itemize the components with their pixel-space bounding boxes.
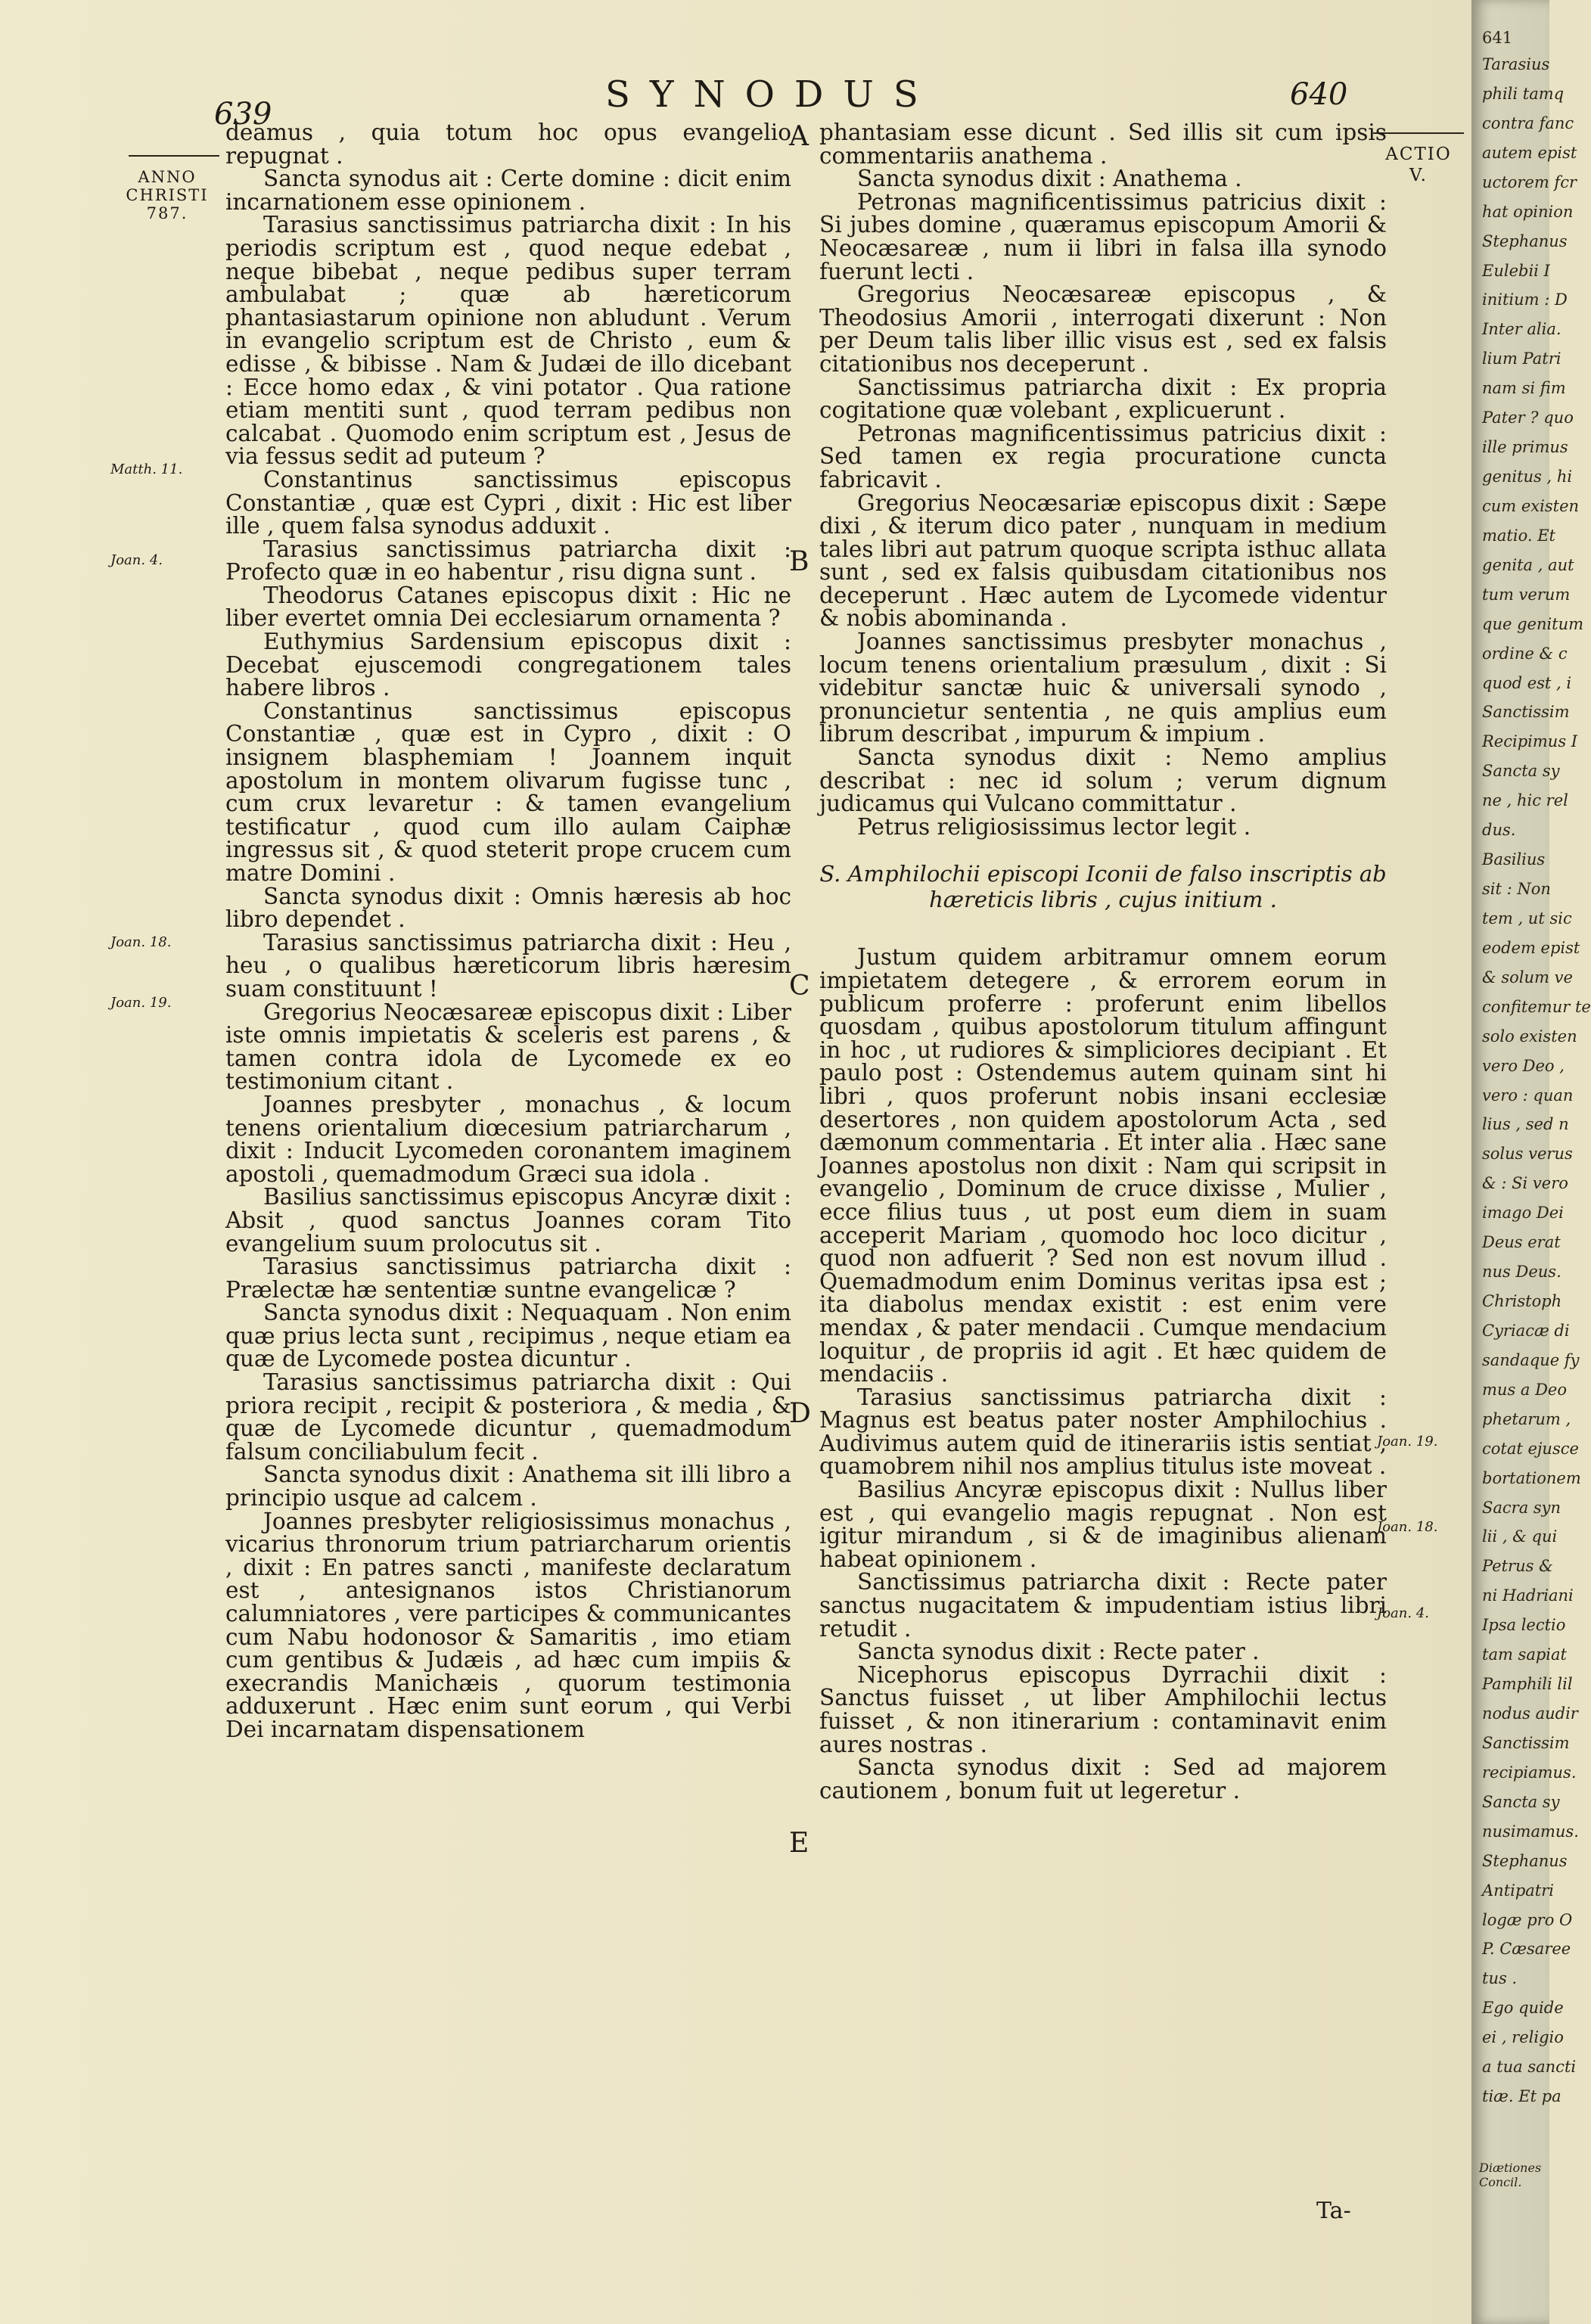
adjacent-page-line: lii , & qui xyxy=(1482,1527,1558,1546)
adjacent-page-line: solo existen xyxy=(1482,1027,1577,1045)
adjacent-page-line: tam sapiat xyxy=(1482,1645,1567,1664)
adjacent-page-line: lium Patri xyxy=(1482,350,1561,368)
paragraph: Justum quidem arbitramur omnem eorum impietatem detegere , & errorem eorum in publicum proferre : proferunt enim libellos quosdam , quibus apostolorum titulum affingunt in hoc , ut rudiores & simpliciores decipiant . Et paulo post : Ostendemus autem quinam sint hi libri , quos proferunt nobis insani ecclesiæ desertores , non quidem apostolorum Acta , sed dæmonum commentaria . Et inter alia . Hæc sane Joannes apostolus non dixit : Nam qui scripsit in evangelio , Dominum de cruce dixisse , Mulier , ecce filius tuus , ut post eum diem in suam acceperit Mariam , quomodo hoc loco dicitur , quod non adfuerit ? Sed non est novum illud . Quemadmodum enim Dominus veritas ipsa est ; ita diabolus mendax existit : est enim vere mendax , & pater mendacii . Cumque mendacium loquitur , de propriis id agit . Et hæc quidem de mendaciis . xyxy=(819,944,1387,1387)
adjacent-page-line: bortationem xyxy=(1482,1468,1581,1487)
adjacent-page-line: Christoph xyxy=(1482,1292,1562,1310)
adjacent-page-line: Sanctissim xyxy=(1482,1733,1570,1752)
adjacent-page-line: tem , ut sic xyxy=(1482,909,1572,927)
section-letter-e: E xyxy=(789,1828,809,1859)
adjacent-page-line: tum verum xyxy=(1482,585,1571,604)
adjacent-page-line: Deus erat xyxy=(1482,1233,1561,1252)
paragraph: Joannes presbyter religiosissimus monachus , vicarius thronorum trium patriarcharum orientis , dixit : En patres sancti , manifeste declaratum est , antesignanos istos Christianorum calumniatores , vere participes & communicantes cum Nabu hodonosor & Samaritis , imo etiam cum gentibus & Judæis , ad hæc cum impiis & execrandis Manichæis , quorum testimonia adduxerunt . Hæc enim sunt eorum , qui Verbi Dei incarnatam dispensationem xyxy=(225,1508,791,1742)
paragraph: Nicephorus episcopus Dyrrachii dixit : Sanctus fuisset , ut liber Amphilochii lectus fuisset , & non itinerarium : contaminavit enim aures nostras . xyxy=(819,1661,1387,1757)
paragraph: phantasiam esse dicunt . Sed illis sit cum ipsis commentariis anathema . xyxy=(819,120,1387,169)
adjacent-page-line: uctorem fcr xyxy=(1482,172,1577,191)
adjacent-page-line: Recipimus I xyxy=(1482,732,1578,751)
adjacent-page-line: cotat ejusce xyxy=(1482,1439,1579,1458)
paragraph: Joannes sanctissimus presbyter monachus , locum tenens orientalium præsulum , dixit : Si videbitur sanctæ huic & universali synodo , pronuncietur sententia , ne quis amplius eum librum describat , impurum & impium . xyxy=(819,629,1387,747)
adjacent-page-line: phili tamq xyxy=(1482,84,1565,103)
adjacent-page-line: quod est , i xyxy=(1482,673,1572,692)
running-title: SYNODUS xyxy=(605,73,938,116)
adjacent-page-line: dus. xyxy=(1482,821,1516,840)
adjacent-page-line: solus verus xyxy=(1482,1145,1573,1164)
margin-ref-joan-4-right: Joan. 4. xyxy=(1377,1605,1429,1621)
margin-ref-joan-18: Joan. 18. xyxy=(110,934,172,950)
paragraph: deamus , quia totum hoc opus evangelio repugnat . xyxy=(225,120,791,169)
margin-ref-joan-19: Joan. 19. xyxy=(110,995,172,1011)
paragraph: Basilius Ancyræ episcopus dixit : Nullus liber est , qui evangelio magis repugnat . Non est igitur mirandum , si & de imaginibus alienam habeat opinionem . xyxy=(819,1477,1387,1572)
margin-rule-left xyxy=(129,155,219,157)
adjacent-page-line: hat opinion xyxy=(1482,202,1574,221)
margin-ref-joan-18-right: Joan. 18. xyxy=(1377,1519,1438,1535)
paragraph: Tarasius sanctissimus patriarcha dixit : Heu , heu , o qualibus hæreticorum libris hæresim suam constituunt ! xyxy=(225,929,791,1002)
adjacent-page-line: vero : quan xyxy=(1482,1086,1574,1105)
paragraph: Gregorius Neocæsareæ episcopus dixit : Liber iste omnis impietatis & sceleris est parens , & tamen contra idola de Lycomede ex eo testimonium citant . xyxy=(225,999,791,1095)
adjacent-page-line: nam si fim xyxy=(1482,379,1566,398)
year-label: ANNO CHRISTI 787. xyxy=(126,168,209,222)
adjacent-page-line: sandaque fy xyxy=(1482,1350,1580,1369)
paragraph: Sancta synodus dixit : Anathema sit illi libro a principio usque ad calcem . xyxy=(225,1462,791,1512)
adjacent-page-line: & solum ve xyxy=(1482,968,1573,986)
paragraph: Sancta synodus ait : Certe domine : dicit enim incarnationem esse opinionem . xyxy=(225,166,791,215)
adjacent-page-line: recipiamus. xyxy=(1482,1763,1577,1782)
margin-rule-right xyxy=(1373,132,1464,134)
adjacent-page-line: lius , sed n xyxy=(1482,1115,1569,1134)
adjacent-page-line: Pamphili lil xyxy=(1482,1675,1573,1694)
adjacent-page-line: eodem epist xyxy=(1482,938,1580,957)
adjacent-page-line: nusimamus. xyxy=(1482,1822,1579,1841)
paragraph: Petronas magnificentissimus patricius dixit : Sed tamen ex regia procuratione cuncta fabricavit . xyxy=(819,420,1387,492)
section-letter-b: B xyxy=(789,546,809,577)
adjacent-page-line: Basilius xyxy=(1482,850,1546,869)
paragraph: Gregorius Neocæsareæ episcopus , & Theodosius Amorii , interrogati dixerunt : Non per Deum talis liber illic visus est , sed ex falsis citationibus nos deceperunt . xyxy=(819,281,1387,377)
paragraph: Sancta synodus dixit : Omnis hæresis ab hoc libro dependet . xyxy=(225,883,791,933)
adjacent-page-line: Stephanus xyxy=(1482,231,1568,250)
adjacent-page-line: ordine & c xyxy=(1482,644,1568,663)
adjacent-page-line: cum existen xyxy=(1482,496,1580,515)
adjacent-page-line: matio. Et xyxy=(1482,526,1555,545)
adjacent-page-line: Stephanus xyxy=(1482,1851,1568,1870)
paragraph: Euthymius Sardensium episcopus dixit : Decebat ejuscemodi congregationem tales habere libros . xyxy=(225,629,791,701)
adjacent-page-line: autem epist xyxy=(1482,143,1577,162)
adjacent-page-line: Ipsa lectio xyxy=(1482,1616,1566,1635)
adjacent-page-line: initium : D xyxy=(1482,290,1568,309)
adjacent-page-line: confitemur te xyxy=(1482,997,1591,1016)
paragraph: Sancta synodus dixit : Nemo amplius describat : nec id solum ; verum dignum judicamus qui Vulcano committatur . xyxy=(819,744,1387,817)
paragraph: Tarasius sanctissimus patriarcha dixit : In his periodis scriptum est , quod neque edebat , neque bibebat , neque pedibus super terram ambulabat ; quæ ab hæreticorum phantasiastarum opinione non abludunt . Verum in evangelio scriptum est de Christo , eum & edisse , & bibisse . Nam & Judæi de illo dicebant : Ecce homo edax , & vini potator . Qua ratione etiam mentiti sunt , quod terram pedibus non calcabat . Quomodo enim scriptum est , Jesus de via fessus sedit ad puteum ? xyxy=(225,212,791,470)
adjacent-page-line: ille primus xyxy=(1482,438,1568,457)
paragraph: Sancta synodus dixit : Nequaquam . Non enim quæ prius lecta sunt , recipimus , neque etiam ea quæ de Lycomede postea dicuntur . xyxy=(225,1300,791,1372)
paragraph: Sancta synodus dixit : Anathema . xyxy=(857,166,1242,192)
paragraph: Petronas magnificentissimus patricius dixit : Si jubes domine , quæramus episcopum Amorii & Neocæsareæ , num ii libri in falsa illa synodo fuerunt lecti . xyxy=(819,188,1387,284)
adjacent-page-number: 641 xyxy=(1482,29,1513,47)
adjacent-page-line: Eulebii I xyxy=(1482,261,1550,280)
paragraph: Constantinus sanctissimus episcopus Constantiæ , quæ est in Cypro , dixit : O insignem blasphemiam ! Joannem inquit apostolum in montem olivarum fugisse tunc , cum crux levaretur : & tamen evangelium testificatur , quod cum illo aulam Caiphæ ingressus sit , & quod steterit prope crucem cum matre Domini . xyxy=(225,698,791,886)
left-column xyxy=(225,121,791,1741)
margin-ref-joan-19-right: Joan. 19. xyxy=(1377,1434,1438,1449)
section-letter-c: C xyxy=(789,971,810,1002)
adjacent-page-line: Cyriacæ di xyxy=(1482,1321,1570,1340)
section-letter-d: D xyxy=(789,1398,811,1429)
adjacent-page-line: tiæ. Et pa xyxy=(1482,2087,1561,2106)
adjacent-page-line: Pater ? quo xyxy=(1482,409,1574,427)
paragraph: Constantinus sanctissimus episcopus Constantiæ , quæ est Cypri , dixit : Hic est liber ille , quem falsa synodus adduxit . xyxy=(225,466,791,539)
adjacent-page-line: ne , hic rel xyxy=(1482,791,1568,810)
adjacent-page-line: Tarasius xyxy=(1482,55,1550,73)
adjacent-page-line: que genitum xyxy=(1482,614,1584,633)
adjacent-page-line: a tua sancti xyxy=(1482,2058,1577,2077)
adjacent-page-line: Sacra syn xyxy=(1482,1498,1561,1517)
adjacent-footnote: Diætiones Concil. xyxy=(1479,2161,1542,2189)
paragraph: Tarasius sanctissimus patriarcha dixit : Qui priora recipit , recipit & posteriora , & media , & quæ de Lycomede dicuntur , quemadmodum falsum conciliabulum fecit . xyxy=(225,1369,791,1465)
paragraph: Theodorus Catanes episcopus dixit : Hic ne liber evertet omnia Dei ecclesiarum ornamenta ? xyxy=(225,582,791,632)
catchword: Ta- xyxy=(1316,2198,1351,2224)
margin-ref-joan-4: Joan. 4. xyxy=(110,552,163,568)
paragraph: Tarasius sanctissimus patriarcha dixit : Prælectæ hæ sententiæ suntne evangelicæ ? xyxy=(225,1254,791,1303)
paragraph: Sanctissimus patriarcha dixit : Ex propria cogitatione quæ volebant , explicuerunt . xyxy=(819,374,1387,424)
paragraph: Petrus religiosissimus lector legit . xyxy=(857,813,1251,840)
adjacent-page-line: logæ pro O xyxy=(1482,1910,1573,1929)
adjacent-page-line: contra fanc xyxy=(1482,113,1574,132)
adjacent-page-line: Sancta sy xyxy=(1482,1792,1560,1811)
paragraph: Sancta synodus dixit : Recte pater . xyxy=(857,1639,1260,1665)
margin-ref-matth-11: Matth. 11. xyxy=(110,461,183,477)
paragraph: Joannes presbyter , monachus , & locum tenens orientalium diœcesium patriarcharum , dixit : Inducit Lycomeden coronantem imaginem apostoli , quemadmodum Græci sua idola . xyxy=(225,1091,791,1187)
adjacent-page-line: tus . xyxy=(1482,1969,1518,1988)
adjacent-page-line: genitus , hi xyxy=(1482,468,1573,486)
adjacent-page-line: ei , religio xyxy=(1482,2028,1564,2047)
adjacent-page-edge xyxy=(1471,0,1591,2324)
paragraph: Gregorius Neocæsariæ episcopus dixit : Sæpe dixi , & iterum dico pater , nunquam in medium tales libri aut patrum quoque scripta isthuc allata sunt , sed ex falsis quibusdam citationibus nos deceperunt . Hæc autem de Lycomede videntur & nobis abominanda . xyxy=(819,489,1387,632)
adjacent-page-line: Antipatri xyxy=(1482,1881,1555,1900)
adjacent-page-line: nus Deus. xyxy=(1482,1263,1561,1282)
adjacent-page-line: Sanctissim xyxy=(1482,703,1570,722)
actio-label: ACTIO V. xyxy=(1385,144,1452,185)
paragraph: Basilius sanctissimus episcopus Ancyræ dixit : Absit , quod sanctus Joannes coram Tito evangelium suum prolocutus sit . xyxy=(225,1184,791,1257)
adjacent-page-line: sit : Non xyxy=(1482,880,1551,898)
adjacent-page-line: & : Si vero xyxy=(1482,1174,1568,1193)
paragraph: Tarasius sanctissimus patriarcha dixit : Magnus est beatus pater noster Amphilochius . Audivimus autem quid de itinerariis istis sentiat , quamobrem nihil nos amplius titulus iste moveat . xyxy=(819,1384,1387,1480)
adjacent-page-line: phetarum , xyxy=(1482,1409,1571,1428)
paragraph: Tarasius sanctissimus patriarcha dixit : Profecto quæ in eo habentur , risu digna sunt . xyxy=(225,536,791,586)
adjacent-page-line: imago Dei xyxy=(1482,1204,1564,1223)
adjacent-page-line: mus a Deo xyxy=(1482,1380,1567,1399)
section-letter-a: A xyxy=(789,121,809,152)
adjacent-page-line: Ego quide xyxy=(1482,1999,1564,2018)
left-page-number: 639 xyxy=(214,97,272,132)
paragraph: Sancta synodus dixit : Sed ad majorem cautionem , bonum fuit ut legeretur . xyxy=(819,1754,1387,1804)
adjacent-page-line: Sancta sy xyxy=(1482,762,1560,781)
right-column xyxy=(819,121,1387,1802)
adjacent-page-line: nodus audir xyxy=(1482,1704,1578,1723)
adjacent-page-line: P. Cæsaree xyxy=(1482,1940,1571,1959)
adjacent-page-line: ni Hadriani xyxy=(1482,1586,1574,1605)
right-page-number: 640 xyxy=(1290,77,1348,112)
adjacent-page-line: vero Deo , xyxy=(1482,1056,1565,1075)
paragraph: Sanctissimus patriarcha dixit : Recte pater sanctus nugacitatem & impudentiam istius libri retudit . xyxy=(819,1569,1387,1642)
adjacent-page-line: Inter alia. xyxy=(1482,320,1561,339)
section-heading: S. Amphilochii episcopi Iconii de falso inscriptis ab hæreticis libris , cujus initium . xyxy=(819,861,1387,913)
adjacent-page-line: genita , aut xyxy=(1482,555,1574,574)
adjacent-page-line: Petrus & xyxy=(1482,1557,1553,1576)
